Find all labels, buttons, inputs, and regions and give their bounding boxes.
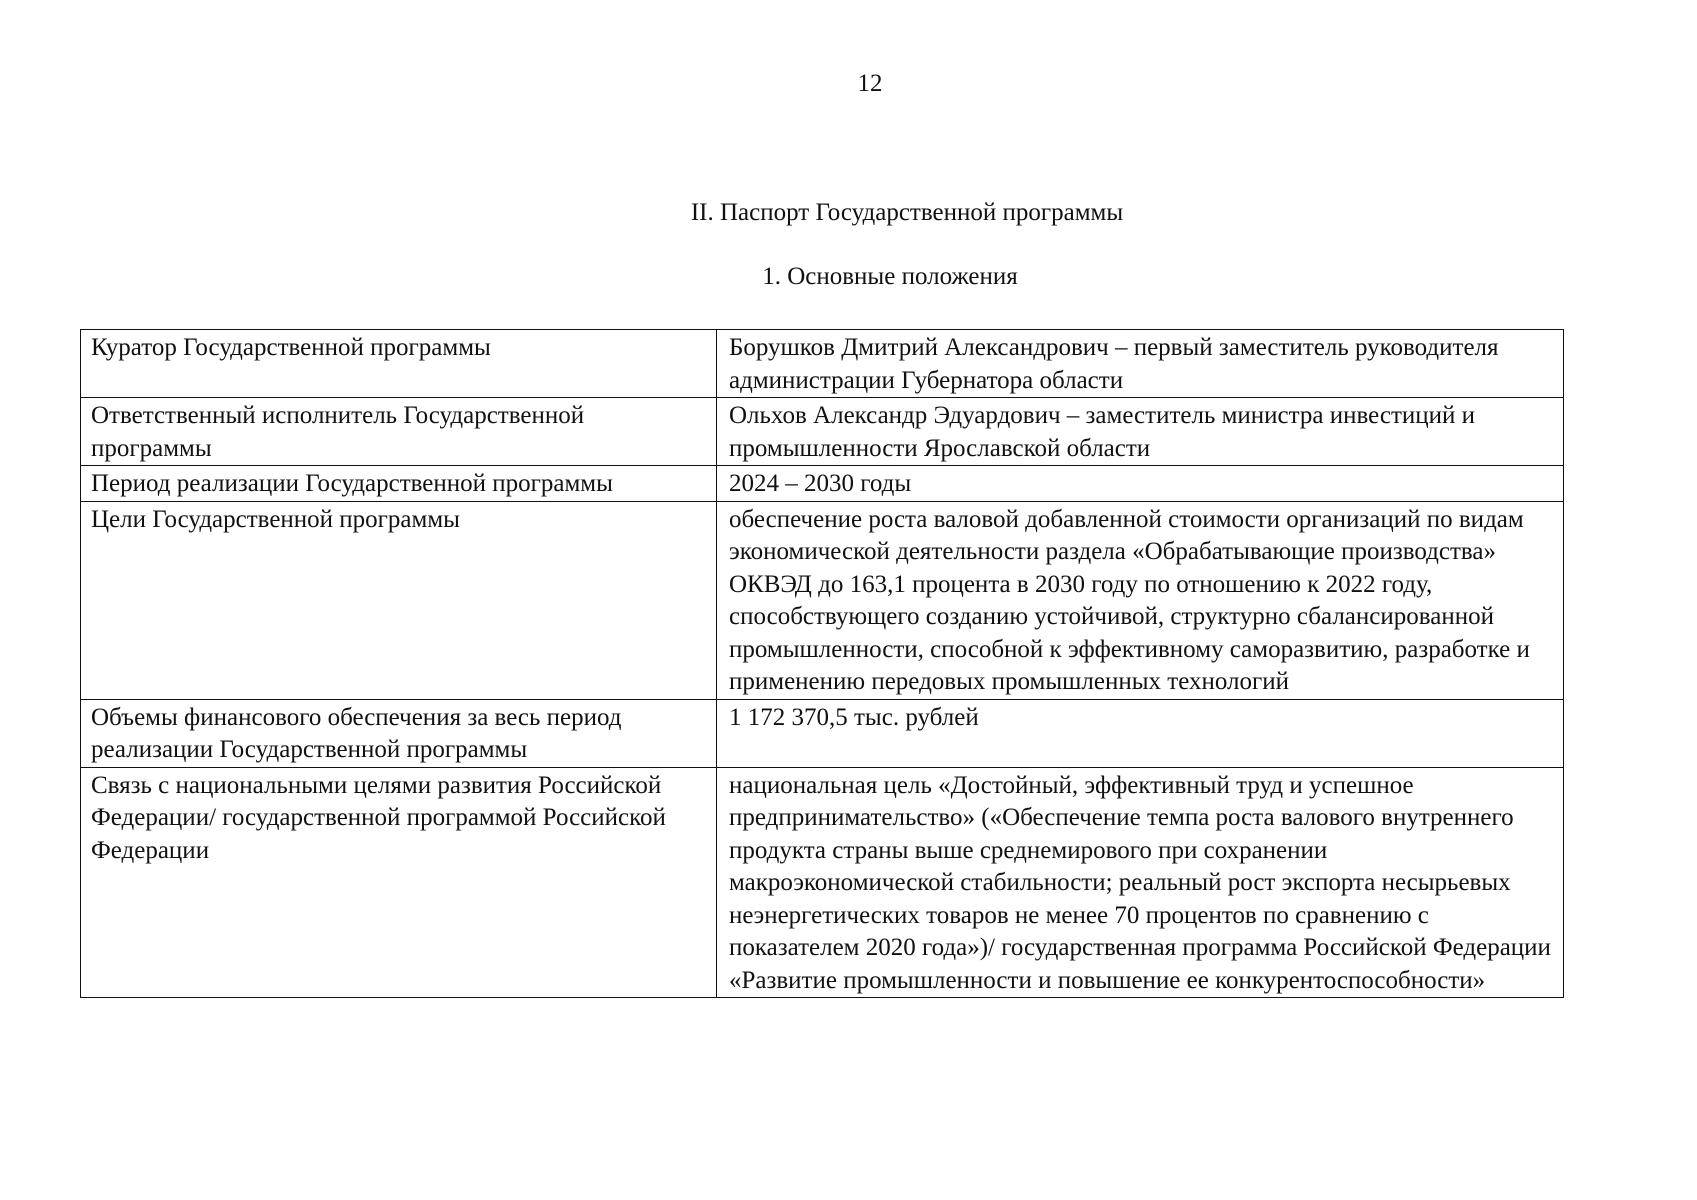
table-row-goals [81, 501, 1564, 699]
table-row-funding [81, 699, 1564, 767]
row-label: Ответственный исполнитель Государственной программы [81, 398, 717, 466]
table-row-curator [81, 330, 1564, 398]
row-label: Цели Государственной программы [81, 501, 717, 699]
table-row-responsible-executor [81, 398, 1564, 466]
subsection-title: 1. Основные положения [762, 263, 1018, 290]
row-label: Связь с национальными целями развития Российской Федерации/ государственной программой Российской Федерации [81, 767, 717, 998]
row-value: национальная цель «Достойный, эффективный труд и успешное предпринимательство» («Обеспечение темпа роста валового внутреннего продукта страны выше среднемирового при сохранении макроэкономической стабильности; реальный рост экспорта несырьевых неэнергетических товаров не менее 70 процентов по сравнению с показателем 2020 года»)/ государственная программа Российской Федерации «Развитие промышленности и повышение ее конкурентоспособности» [717, 767, 1564, 998]
row-value: Ольхов Александр Эдуардович – заместитель министра инвестиций и промышленности Ярославской области [717, 398, 1564, 466]
section-title: II. Паспорт Государственной программы [690, 199, 1124, 226]
program-passport-table [80, 329, 1564, 998]
row-label: Объемы финансового обеспечения за весь период реализации Государственной программы [81, 699, 717, 767]
table-row-national-goals [81, 767, 1564, 998]
row-label: Куратор Государственной программы [81, 330, 717, 398]
row-value: 1 172 370,5 тыс. рублей [717, 699, 1564, 767]
row-label: Период реализации Государственной программы [81, 466, 717, 502]
table-row-period [81, 466, 1564, 502]
row-value: 2024 – 2030 годы [717, 466, 1564, 502]
page-number: 12 [857, 70, 883, 97]
row-value: обеспечение роста валовой добавленной стоимости организаций по видам экономической деятельности раздела «Обрабатывающие производства» ОКВЭД до 163,1 процента в 2030 году по отношению к 2022 году, способствующего созданию устойчивой, структурно сбалансированной промышленности, способной к эффективному саморазвитию, разработке и применению передовых промышленных технологий [717, 501, 1564, 699]
row-value: Борушков Дмитрий Александрович – первый заместитель руководителя администрации Губернатора области [717, 330, 1564, 398]
